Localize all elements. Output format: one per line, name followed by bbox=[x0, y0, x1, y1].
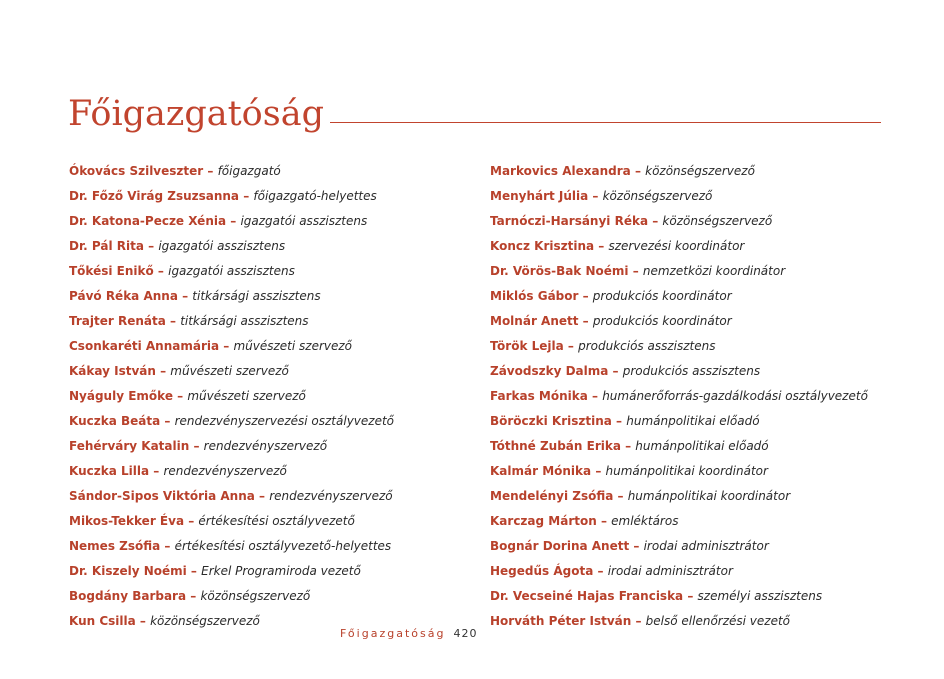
staff-role: rendezvényszervező bbox=[269, 489, 393, 503]
page-title: Főigazgatóság bbox=[68, 94, 324, 134]
staff-entry bbox=[490, 412, 910, 437]
page-number: 420 bbox=[453, 627, 478, 640]
staff-entry bbox=[490, 512, 910, 537]
staff-role: titkársági asszisztens bbox=[192, 289, 321, 303]
separator-dash: – bbox=[630, 164, 646, 178]
staff-entry bbox=[69, 462, 489, 487]
title-rule bbox=[330, 122, 881, 123]
separator-dash: – bbox=[631, 614, 646, 628]
staff-entry bbox=[69, 587, 489, 612]
staff-entry bbox=[490, 462, 910, 487]
staff-column-right bbox=[490, 162, 910, 637]
staff-role: belső ellenőrzési vezető bbox=[645, 614, 791, 628]
staff-name: Bognár Dorina Anett bbox=[490, 539, 630, 553]
staff-role: értékesítési osztályvezető-helyettes bbox=[174, 539, 392, 553]
staff-role: emléktáros bbox=[611, 514, 679, 528]
staff-role: humánpolitikai előadó bbox=[635, 439, 769, 453]
staff-role: közönségszervező bbox=[662, 214, 773, 228]
staff-role: művészeti szervező bbox=[233, 339, 353, 353]
separator-dash: – bbox=[160, 539, 175, 553]
separator-dash: – bbox=[587, 389, 603, 403]
separator-dash: – bbox=[172, 389, 188, 403]
staff-role: igazgatói asszisztens bbox=[168, 264, 295, 278]
separator-dash: – bbox=[629, 539, 644, 553]
staff-name: Karczag Márton bbox=[490, 514, 597, 528]
separator-dash: – bbox=[683, 589, 698, 603]
staff-entry bbox=[69, 162, 489, 187]
staff-entry bbox=[490, 162, 910, 187]
staff-entry bbox=[490, 612, 910, 637]
separator-dash: – bbox=[184, 514, 199, 528]
staff-role: rendezvényszervező bbox=[203, 439, 328, 453]
separator-dash: – bbox=[611, 414, 627, 428]
staff-role: produkciós koordinátor bbox=[592, 314, 732, 328]
staff-role: rendezvényszervező bbox=[163, 464, 287, 478]
staff-role: titkársági asszisztens bbox=[180, 314, 309, 328]
staff-name: Kuczka Beáta bbox=[69, 414, 161, 428]
staff-entry bbox=[69, 212, 489, 237]
separator-dash: – bbox=[160, 414, 175, 428]
staff-name: Markovics Alexandra bbox=[490, 164, 631, 178]
staff-entry bbox=[490, 437, 910, 462]
staff-role: igazgatói asszisztens bbox=[158, 239, 286, 253]
staff-name: Tarnóczi-Harsányi Réka bbox=[490, 214, 649, 228]
staff-role: közönségszervező bbox=[150, 614, 260, 628]
staff-role: igazgatói asszisztens bbox=[240, 214, 368, 228]
separator-dash: – bbox=[628, 264, 643, 278]
staff-name: Nemes Zsófia bbox=[69, 539, 161, 553]
staff-role: produkciós asszisztens bbox=[578, 339, 716, 353]
separator-dash: – bbox=[588, 189, 603, 203]
staff-name: Miklós Gábor bbox=[490, 289, 579, 303]
staff-name: Tóthné Zubán Erika bbox=[490, 439, 621, 453]
staff-name: Dr. Vecseiné Hajas Franciska bbox=[490, 589, 684, 603]
separator-dash: – bbox=[591, 464, 606, 478]
staff-name: Menyhárt Júlia bbox=[490, 189, 589, 203]
staff-role: főigazgató-helyettes bbox=[253, 189, 377, 203]
staff-entry bbox=[69, 187, 489, 212]
staff-role: humánpolitikai koordinátor bbox=[627, 489, 791, 503]
staff-role: főigazgató bbox=[217, 164, 281, 178]
staff-entry bbox=[69, 287, 489, 312]
staff-name: Böröczki Krisztina bbox=[490, 414, 612, 428]
staff-entry bbox=[69, 387, 489, 412]
staff-entry bbox=[490, 262, 910, 287]
staff-role: irodai adminisztrátor bbox=[643, 539, 769, 553]
staff-name: Dr. Pál Rita bbox=[69, 239, 144, 253]
separator-dash: – bbox=[613, 489, 628, 503]
staff-entry bbox=[69, 487, 489, 512]
separator-dash: – bbox=[620, 439, 636, 453]
separator-dash: – bbox=[226, 214, 241, 228]
staff-role: humánpolitikai előadó bbox=[626, 414, 760, 428]
staff-column-left bbox=[69, 162, 489, 637]
staff-role: produkciós asszisztens bbox=[622, 364, 761, 378]
separator-dash: – bbox=[203, 164, 218, 178]
page-footer bbox=[340, 627, 477, 640]
separator-dash: – bbox=[153, 264, 169, 278]
staff-name: Horváth Péter István bbox=[490, 614, 632, 628]
staff-name: Kun Csilla bbox=[69, 614, 136, 628]
staff-entry bbox=[69, 537, 489, 562]
staff-name: Dr. Főző Virág Zsuzsanna bbox=[69, 189, 240, 203]
staff-name: Mikos-Tekker Éva bbox=[69, 514, 185, 528]
separator-dash: – bbox=[186, 589, 201, 603]
separator-dash: – bbox=[135, 614, 151, 628]
footer-section-label: Főigazgatóság bbox=[340, 627, 446, 640]
staff-entry bbox=[69, 512, 489, 537]
separator-dash: – bbox=[177, 289, 193, 303]
staff-name: Trajter Renáta bbox=[69, 314, 166, 328]
staff-role: rendezvényszervezési osztályvezető bbox=[174, 414, 395, 428]
staff-entry bbox=[69, 237, 489, 262]
staff-entry bbox=[490, 237, 910, 262]
page-header bbox=[68, 88, 881, 136]
staff-entry bbox=[490, 312, 910, 337]
staff-name: Kalmár Mónika bbox=[490, 464, 592, 478]
staff-entry bbox=[69, 412, 489, 437]
staff-name: Kuczka Lilla bbox=[69, 464, 150, 478]
separator-dash: – bbox=[578, 314, 593, 328]
separator-dash: – bbox=[563, 339, 579, 353]
staff-entry bbox=[490, 587, 910, 612]
staff-role: közönségszervező bbox=[645, 164, 755, 178]
staff-name: Molnár Anett bbox=[490, 314, 579, 328]
staff-entry bbox=[69, 437, 489, 462]
staff-name: Závodszky Dalma bbox=[490, 364, 609, 378]
staff-name: Bogdány Barbara bbox=[69, 589, 187, 603]
staff-entry bbox=[490, 537, 910, 562]
staff-entry bbox=[490, 387, 910, 412]
separator-dash: – bbox=[239, 189, 254, 203]
staff-name: Pávó Réka Anna bbox=[69, 289, 178, 303]
staff-name: Koncz Krisztina bbox=[490, 239, 595, 253]
staff-entry bbox=[69, 262, 489, 287]
staff-name: Sándor-Sipos Viktória Anna bbox=[69, 489, 255, 503]
separator-dash: – bbox=[608, 364, 623, 378]
staff-entry bbox=[490, 362, 910, 387]
staff-role: irodai adminisztrátor bbox=[607, 564, 733, 578]
staff-entry bbox=[69, 562, 489, 587]
separator-dash: – bbox=[143, 239, 159, 253]
staff-name: Mendelényi Zsófia bbox=[490, 489, 614, 503]
staff-role: értékesítési osztályvezető bbox=[198, 514, 355, 528]
staff-name: Dr. Kiszely Noémi bbox=[69, 564, 187, 578]
separator-dash: – bbox=[593, 564, 608, 578]
staff-entry bbox=[490, 212, 910, 237]
staff-role: nemzetközi koordinátor bbox=[642, 264, 786, 278]
staff-role: szervezési koordinátor bbox=[608, 239, 745, 253]
staff-name: Török Lejla bbox=[490, 339, 564, 353]
separator-dash: – bbox=[594, 239, 609, 253]
separator-dash: – bbox=[219, 339, 234, 353]
staff-entry bbox=[490, 337, 910, 362]
staff-entry bbox=[69, 337, 489, 362]
staff-name: Farkas Mónika bbox=[490, 389, 588, 403]
staff-name: Hegedűs Ágota bbox=[490, 564, 594, 578]
separator-dash: – bbox=[189, 439, 204, 453]
staff-name: Nyáguly Emőke bbox=[69, 389, 173, 403]
staff-role: közönségszervező bbox=[602, 189, 713, 203]
separator-dash: – bbox=[149, 464, 164, 478]
staff-name: Tőkési Enikő bbox=[69, 264, 154, 278]
staff-name: Dr. Katona-Pecze Xénia bbox=[69, 214, 227, 228]
separator-dash: – bbox=[648, 214, 663, 228]
staff-entry bbox=[490, 187, 910, 212]
separator-dash: – bbox=[186, 564, 202, 578]
staff-name: Fehérváry Katalin bbox=[69, 439, 190, 453]
staff-role: személyi asszisztens bbox=[697, 589, 823, 603]
staff-entry bbox=[69, 362, 489, 387]
separator-dash: – bbox=[578, 289, 593, 303]
staff-role: humánpolitikai koordinátor bbox=[605, 464, 768, 478]
staff-name: Csonkaréti Annamária bbox=[69, 339, 220, 353]
staff-role: produkciós koordinátor bbox=[592, 289, 732, 303]
staff-role: közönségszervező bbox=[200, 589, 311, 603]
separator-dash: – bbox=[155, 364, 171, 378]
staff-entry bbox=[490, 287, 910, 312]
staff-role: Erkel Programiroda vezető bbox=[201, 564, 361, 578]
staff-entry bbox=[69, 312, 489, 337]
separator-dash: – bbox=[254, 489, 270, 503]
staff-entry bbox=[490, 487, 910, 512]
staff-role: művészeti szervező bbox=[170, 364, 289, 378]
separator-dash: – bbox=[165, 314, 181, 328]
staff-name: Kákay István bbox=[69, 364, 156, 378]
separator-dash: – bbox=[596, 514, 612, 528]
staff-name: Dr. Vörös-Bak Noémi bbox=[490, 264, 629, 278]
staff-entry bbox=[490, 562, 910, 587]
staff-role: humánerőforrás-gazdálkodási osztályvezető bbox=[602, 389, 868, 403]
staff-name: Ókovács Szilveszter bbox=[69, 164, 204, 178]
staff-role: művészeti szervező bbox=[187, 389, 306, 403]
